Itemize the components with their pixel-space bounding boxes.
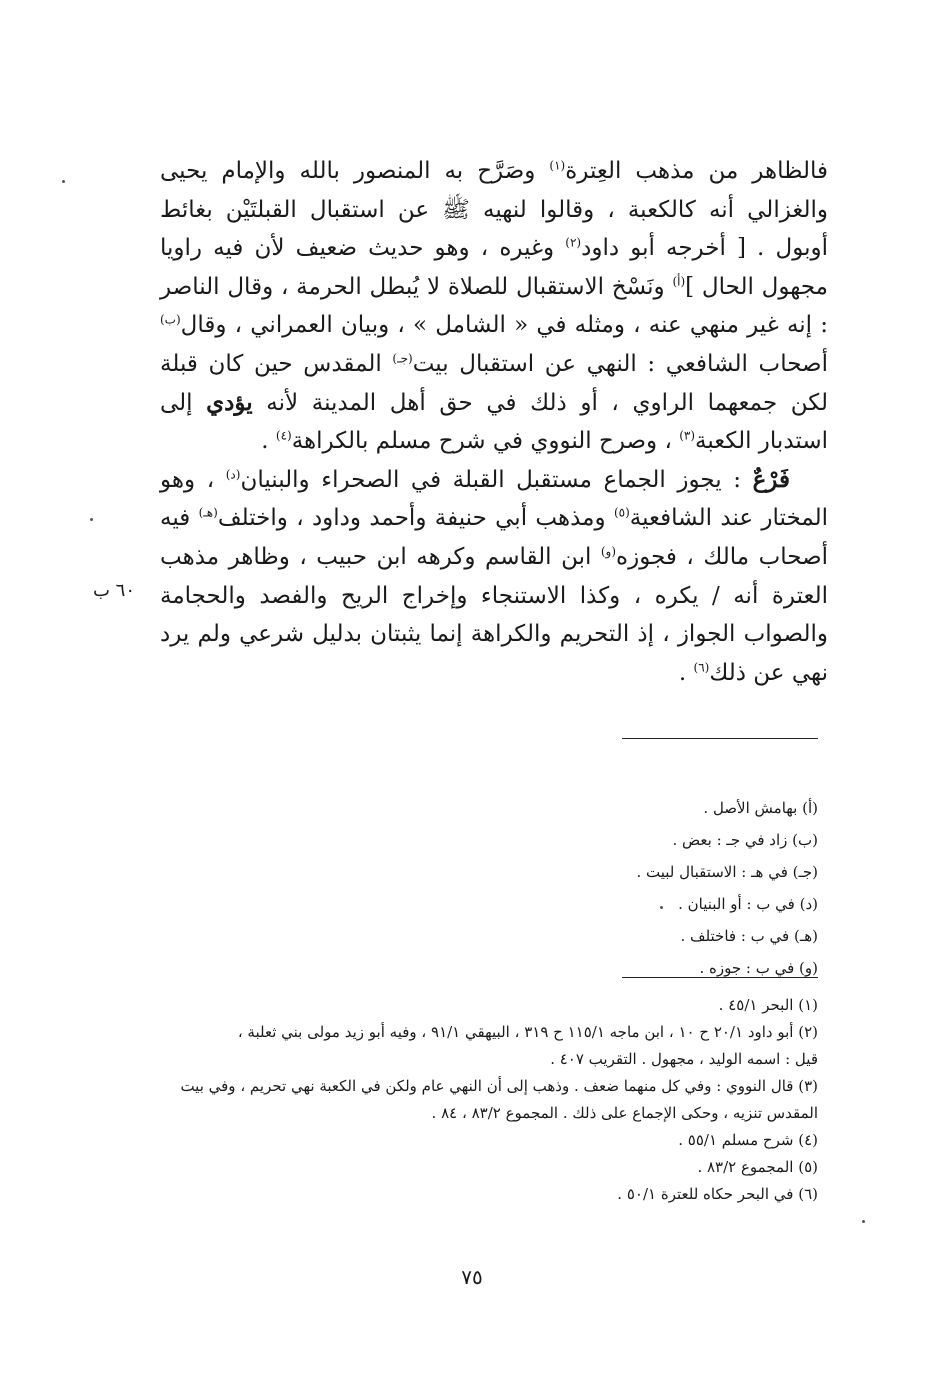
manuscript-folio-note: ٦٠ ب bbox=[92, 580, 135, 601]
footnote-ref: (ب) bbox=[160, 312, 181, 327]
text-segment: ، وصرح النووي في شرح مسلم بالكراهة bbox=[291, 428, 680, 455]
scan-speck bbox=[862, 1220, 865, 1223]
main-text bbox=[160, 152, 828, 692]
reference-note: (٦) في البحر حكاه للعترة ٥٠/١ . bbox=[617, 1185, 818, 1203]
reference-note: (٥) المجموع ٨٣/٢ . bbox=[697, 1158, 818, 1176]
variant-note: (ب) زاد في جـ : بعض . bbox=[672, 831, 818, 849]
text-segment: أصحاب الشافعي : النهي عن استقبال بيت bbox=[412, 350, 828, 377]
reference-note: (١) البحر ٤٥/١ . bbox=[718, 996, 818, 1014]
keyword: يؤدي bbox=[206, 388, 253, 416]
variant-notes bbox=[160, 792, 818, 984]
paragraph-2 bbox=[160, 461, 828, 693]
text-segment: ، وهو المختار عند الشافعية bbox=[160, 466, 829, 532]
variant-note: (و) في ب : جوزه . bbox=[699, 959, 818, 977]
footnote-ref: (٦) bbox=[693, 660, 710, 675]
text-segment: ومذهب أبي حنيفة وأحمد وداود ، واختلف bbox=[217, 505, 614, 532]
text-segment: وصَرَّح به المنصور بالله والإمام يحيى والغزالي أنه كالكعبة ، وقالوا لنهيه ﷺ عن استقبال القبلتَيْن بغائط أوبول . [ أخرجه أبو داود bbox=[160, 158, 828, 262]
footnote-divider bbox=[622, 977, 818, 978]
reference-note: (٤) شرح مسلم ٥٥/١ . bbox=[678, 1131, 818, 1149]
footnote-ref: (جـ) bbox=[392, 351, 413, 366]
scan-speck bbox=[62, 180, 65, 183]
text-segment: . bbox=[261, 428, 276, 455]
footnote-ref: (هـ) bbox=[198, 505, 218, 520]
variant-note: (د) في ب : أو البنيان . bbox=[678, 895, 818, 913]
text-segment: فالظاهر من مذهب العِترة bbox=[565, 158, 829, 184]
reference-note: (٢) أبو داود ٢٠/١ ح ١٠ ، ابن ماجه ١١٥/١ ح ٣١٩ ، البيهقي ٩١/١ ، وفيه أبو زيد مولى بني ثعلبة ، bbox=[237, 1023, 818, 1041]
page-number: ٧٥ bbox=[461, 1265, 483, 1289]
variant-note: (هـ) في ب : فاختلف . bbox=[680, 927, 818, 945]
footnote-ref: (٢) bbox=[565, 235, 582, 250]
variant-note: (أ) بهامش الأصل . bbox=[703, 799, 818, 817]
text-segment: المقدس حين كان قبلة لكن جمعهما الراوي ، أو ذلك في حق أهل المدينة لأنه bbox=[160, 350, 828, 416]
scan-speck bbox=[660, 906, 663, 909]
text-segment: فيه أصحاب مالك ، فجوزه bbox=[160, 505, 828, 570]
scan-speck bbox=[90, 518, 93, 521]
footnote-ref: (د) bbox=[225, 467, 241, 482]
footnote-ref: (١) bbox=[549, 158, 566, 173]
text-segment: إلى استدبار الكعبة bbox=[160, 389, 828, 455]
reference-note: (٣) قال النووي : وفي كل منهما ضعف . وذهب إلى أن النهي عام ولكن في الكعبة نهي تحريم ، وفي بيت bbox=[180, 1077, 818, 1095]
footnote-ref: (و) bbox=[600, 544, 617, 559]
text-segment: ونَسْخ الاستقبال للصلاة لا يُبطل الحرمة ، وقال الناصر : إنه غير منهي عنه ، ومثله في « الشامل » ، وبيان العمراني ، وقال bbox=[160, 273, 828, 339]
footnote-ref: (٣) bbox=[679, 428, 696, 443]
reference-note: المقدس تنزيه ، وحكى الإجماع على ذلك . المجموع ٨٣/٢ ، ٨٤ . bbox=[431, 1104, 818, 1122]
footnote-ref: (أ) bbox=[672, 274, 686, 289]
text-segment: وغيره ، وهو حديث ضعيف لأن فيه راويا مجهول الحال ] bbox=[160, 235, 829, 300]
paragraph-1 bbox=[160, 152, 828, 461]
section-heading: فَرْعٌ bbox=[752, 465, 790, 493]
variant-note: (جـ) في هـ : الاستقبال لبيت . bbox=[636, 863, 818, 881]
text-segment: : يجوز الجماع مستقبل القبلة في الصحراء والبنيان bbox=[240, 466, 753, 493]
reference-notes bbox=[160, 992, 818, 1208]
footnote-divider bbox=[622, 738, 818, 739]
footnote-ref: (٥) bbox=[613, 505, 630, 520]
text-segment: . bbox=[678, 659, 694, 686]
footnote-ref: (٤) bbox=[275, 428, 292, 443]
reference-note: قيل : اسمه الوليد ، مجهول . التقريب ٤٠٧ . bbox=[550, 1050, 818, 1068]
text-segment: ابن القاسم وكرهه ابن حبيب ، وظاهر مذهب العترة أنه / يكره ، وكذا الاستنجاء وإخراج الريح والفصد والحجامة والصواب الجواز ، إذ التحريم والكراهة إنما يثبتان بدليل شرعي ولم يرد نهي عن ذلك bbox=[160, 543, 828, 686]
